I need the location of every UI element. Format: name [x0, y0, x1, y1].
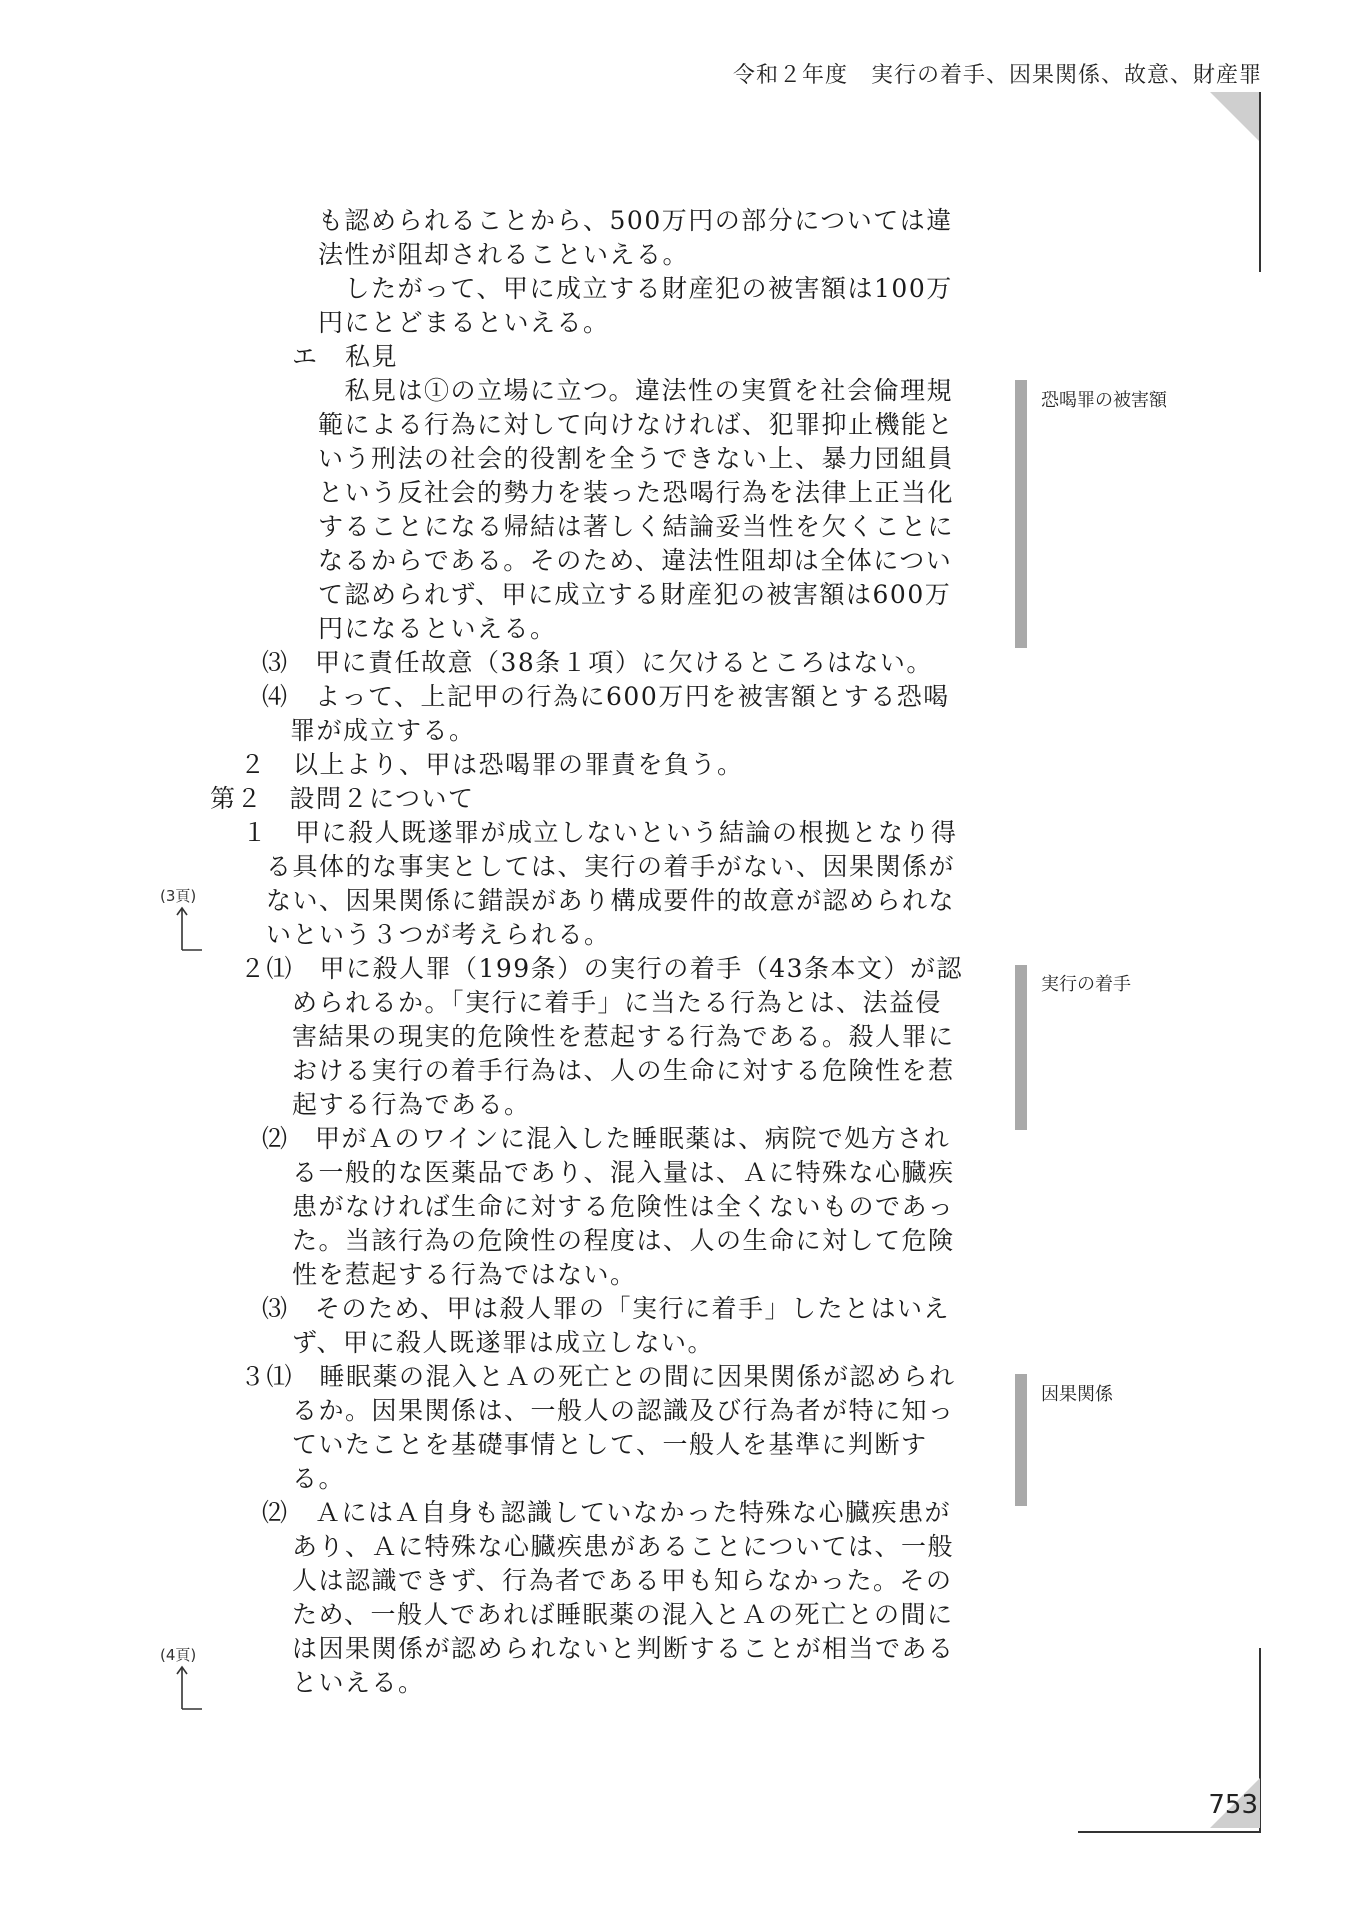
body-line: という反社会的勢力を装った恐喝行為を法律上正当化 — [318, 478, 955, 507]
corner-fold-top — [1210, 92, 1260, 142]
margin-note: 実行の着手 — [1041, 974, 1131, 995]
body-line: る一般的な医薬品であり、混入量は、Ａに特殊な心臓疾 — [292, 1158, 955, 1187]
body-line: といえる。 — [292, 1668, 425, 1697]
margin-note: 恐喝罪の被害額 — [1041, 390, 1167, 411]
body-line: て認められず、甲に成立する財産犯の被害額は600万 — [318, 580, 952, 609]
body-line: 私見は①の立場に立つ。違法性の実質を社会倫理規 — [318, 376, 954, 405]
body-line: ⑷ よって、上記甲の行為に600万円を被害額とする恐喝 — [262, 682, 950, 711]
body-line: 円にとどまるといえる。 — [318, 308, 610, 337]
body-line: １ 甲に殺人既遂罪が成立しないという結論の根拠となり得 — [242, 818, 958, 847]
up-arrow-icon — [172, 904, 206, 954]
page-ref: (3頁) — [160, 887, 197, 905]
body-line: ３⑴ 睡眠薬の混入とＡの死亡との間に因果関係が認められ — [240, 1362, 956, 1391]
body-line: 起する行為である。 — [292, 1090, 531, 1119]
body-line: ない、因果関係に錯誤があり構成要件的故意が認められな — [266, 886, 956, 915]
body-line: あり、Ａに特殊な心臓疾患があることについては、一般 — [292, 1532, 955, 1561]
body-line: 患がなければ生命に対する危険性は全くないものであっ — [292, 1192, 955, 1221]
running-header: 令和２年度 実行の着手、因果関係、故意、財産罪 — [732, 63, 1262, 88]
body-line: エ 私見 — [292, 342, 399, 371]
body-line: る具体的な事実としては、実行の着手がない、因果関係が — [266, 852, 956, 881]
body-line: 円になるといえる。 — [318, 614, 557, 643]
body-line: も認められることから、500万円の部分については違 — [318, 206, 953, 235]
margin-note: 因果関係 — [1041, 1384, 1113, 1405]
margin-bar — [1015, 380, 1027, 648]
body-line: る。 — [292, 1464, 346, 1493]
body-line: 性を惹起する行為ではない。 — [292, 1260, 637, 1289]
body-line: ⑶ そのため、甲は殺人罪の「実行に着手」したとはいえ — [262, 1294, 951, 1323]
margin-bar — [1015, 965, 1027, 1130]
body-line: いう刑法の社会的役割を全うできない上、暴力団組員 — [318, 444, 955, 473]
body-line: ていたことを基礎事情として、一般人を基準に判断す — [292, 1430, 928, 1459]
body-line: 法性が阻却されることいえる。 — [318, 240, 690, 269]
body-line: したがって、甲に成立する財産犯の被害額は100万 — [318, 274, 953, 303]
body-line: められるか。「実行に着手」に当たる行為とは、法益侵 — [292, 988, 943, 1017]
body-line: ⑶ 甲に責任故意（38条１項）に欠けるところはない。 — [262, 648, 933, 677]
body-line: 害結果の現実的危険性を惹起する行為である。殺人罪に — [292, 1022, 955, 1051]
body-line: ⑵ ＡにはＡ自身も認識していなかった特殊な心臓疾患が — [262, 1498, 952, 1527]
body-line: ２ 以上より、甲は恐喝罪の罪責を負う。 — [240, 750, 744, 779]
body-line: することになる帰結は著しく結論妥当性を欠くことに — [318, 512, 955, 541]
body-line: るか。因果関係は、一般人の認識及び行為者が特に知っ — [292, 1396, 955, 1425]
page-ref: (4頁) — [160, 1646, 197, 1664]
footer-rule — [1078, 1831, 1261, 1833]
body-line: ２⑴ 甲に殺人罪（199条）の実行の着手（43条本文）が認 — [240, 954, 964, 983]
body-line: 人は認識できず、行為者である甲も知らなかった。その — [292, 1566, 953, 1595]
body-line: なるからである。そのため、違法性阻却は全体につい — [318, 546, 953, 575]
body-line: 第２ 設問２について — [210, 784, 475, 813]
body-line: は因果関係が認められないと判断することが相当である — [292, 1634, 955, 1663]
body-line: 範による行為に対して向けなければ、犯罪抑止機能と — [318, 410, 955, 439]
body-line: ⑵ 甲がＡのワインに混入した睡眠薬は、病院で処方され — [262, 1124, 951, 1153]
body-line: ず、甲に殺人既遂罪は成立しない。 — [292, 1328, 715, 1357]
margin-bar — [1015, 1374, 1027, 1506]
edge-rule-top — [1259, 92, 1261, 272]
body-line: ため、一般人であれば睡眠薬の混入とＡの死亡との間に — [292, 1600, 954, 1629]
body-line: おける実行の着手行為は、人の生命に対する危険性を惹 — [292, 1056, 955, 1085]
body-line: た。当該行為の危険性の程度は、人の生命に対して危険 — [292, 1226, 955, 1255]
body-line: いという３つが考えられる。 — [266, 920, 611, 949]
up-arrow-icon — [172, 1663, 206, 1713]
body-line: 罪が成立する。 — [290, 716, 476, 745]
page-number: 753 — [1208, 1790, 1258, 1820]
